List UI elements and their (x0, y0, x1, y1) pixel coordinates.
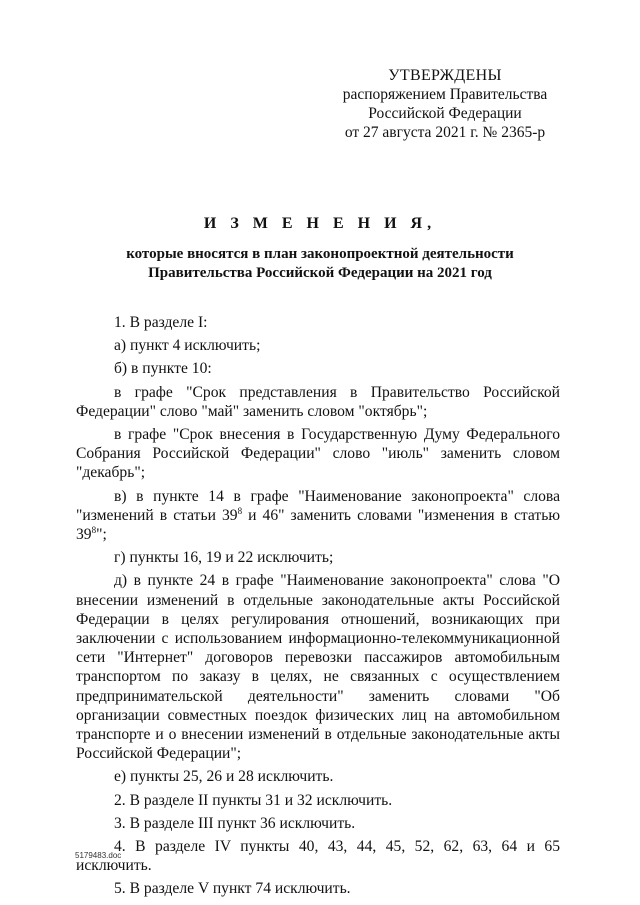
paragraph-9: е) пункты 25, 26 и 28 исключить. (114, 768, 334, 786)
paragraph-13: 5. В разделе V пункт 74 исключить. (114, 880, 351, 898)
superscript-1: 8 (237, 505, 243, 516)
paragraph-12: 4. В разделе IV пункты 40, 43, 44, 45, 52, 62, 63, 64 и 65 исключить. (76, 838, 560, 875)
paragraph-10: 2. В разделе II пункты 31 и 32 исключить. (114, 791, 393, 809)
approval-title: УТВЕРЖДЕНЫ (388, 67, 502, 84)
paragraph-3: б) в пункте 10: (114, 360, 212, 378)
paragraph-4: в графе "Срок представления в Правительство Российской Федерации" слово "май" заменить словом "октябрь"; (76, 383, 560, 420)
paragraph-6 (76, 487, 560, 545)
approval-line-1: распоряжением Правительства (342, 86, 548, 103)
document-title: И З М Е Н Е Н И Я, (203, 215, 437, 232)
approval-line-3: от 27 августа 2021 г. № 2365-р (344, 124, 546, 141)
paragraph-6-part-a: в) в пункте 14 в графе "Наименование законопроекта" слова "изменений в статьи 39 (76, 487, 560, 524)
paragraph-7: г) пункты 16, 19 и 22 исключить; (114, 549, 334, 567)
paragraph-1: 1. В разделе I: (114, 314, 208, 331)
paragraph-6-part-c: "; (96, 526, 107, 544)
paragraph-8: д) в пункте 24 в графе "Наименование законопроекта" слова "О внесении изменений в отдельные законодательные акты Российской Федерации в целях регулирования отношений, возникающих при заключении с использованием информационно-телекоммуникационной сети "Интернет" договоров перевозки пассажиров автомобильным транспортом по заказу в целях, не связанных с осуществлением предпринимательской деятельности" заменить словами "Об организации совместных поездок физических лиц на автомобильном транспорте и о внесении изменений в отдельные законодательные акты Российской Федерации"; (76, 572, 560, 763)
subtitle-line-1: которые вносятся в план законопроектной деятельности (126, 246, 514, 262)
document-subtitle (0, 245, 640, 283)
paragraph-11: 3. В разделе III пункт 36 исключить. (114, 814, 356, 832)
approval-block (330, 66, 560, 142)
paragraph-2: а) пункт 4 исключить; (114, 337, 261, 355)
paragraph-5: в графе "Срок внесения в Государственную Думу Федерального Собрания Российской Федерации" слово "июль" заменить словом "декабрь"; (76, 426, 560, 482)
paragraph-6-part-b: и 46" заменить словами "изменения в статью 39 (76, 506, 560, 544)
superscript-2: 8 (91, 524, 97, 535)
approval-line-2: Российской Федерации (368, 105, 522, 122)
document-id-footer: 5179483.doc (75, 851, 122, 860)
subtitle-line-2: Правительства Российской Федерации на 2021 год (148, 265, 492, 281)
document-body (76, 313, 560, 903)
